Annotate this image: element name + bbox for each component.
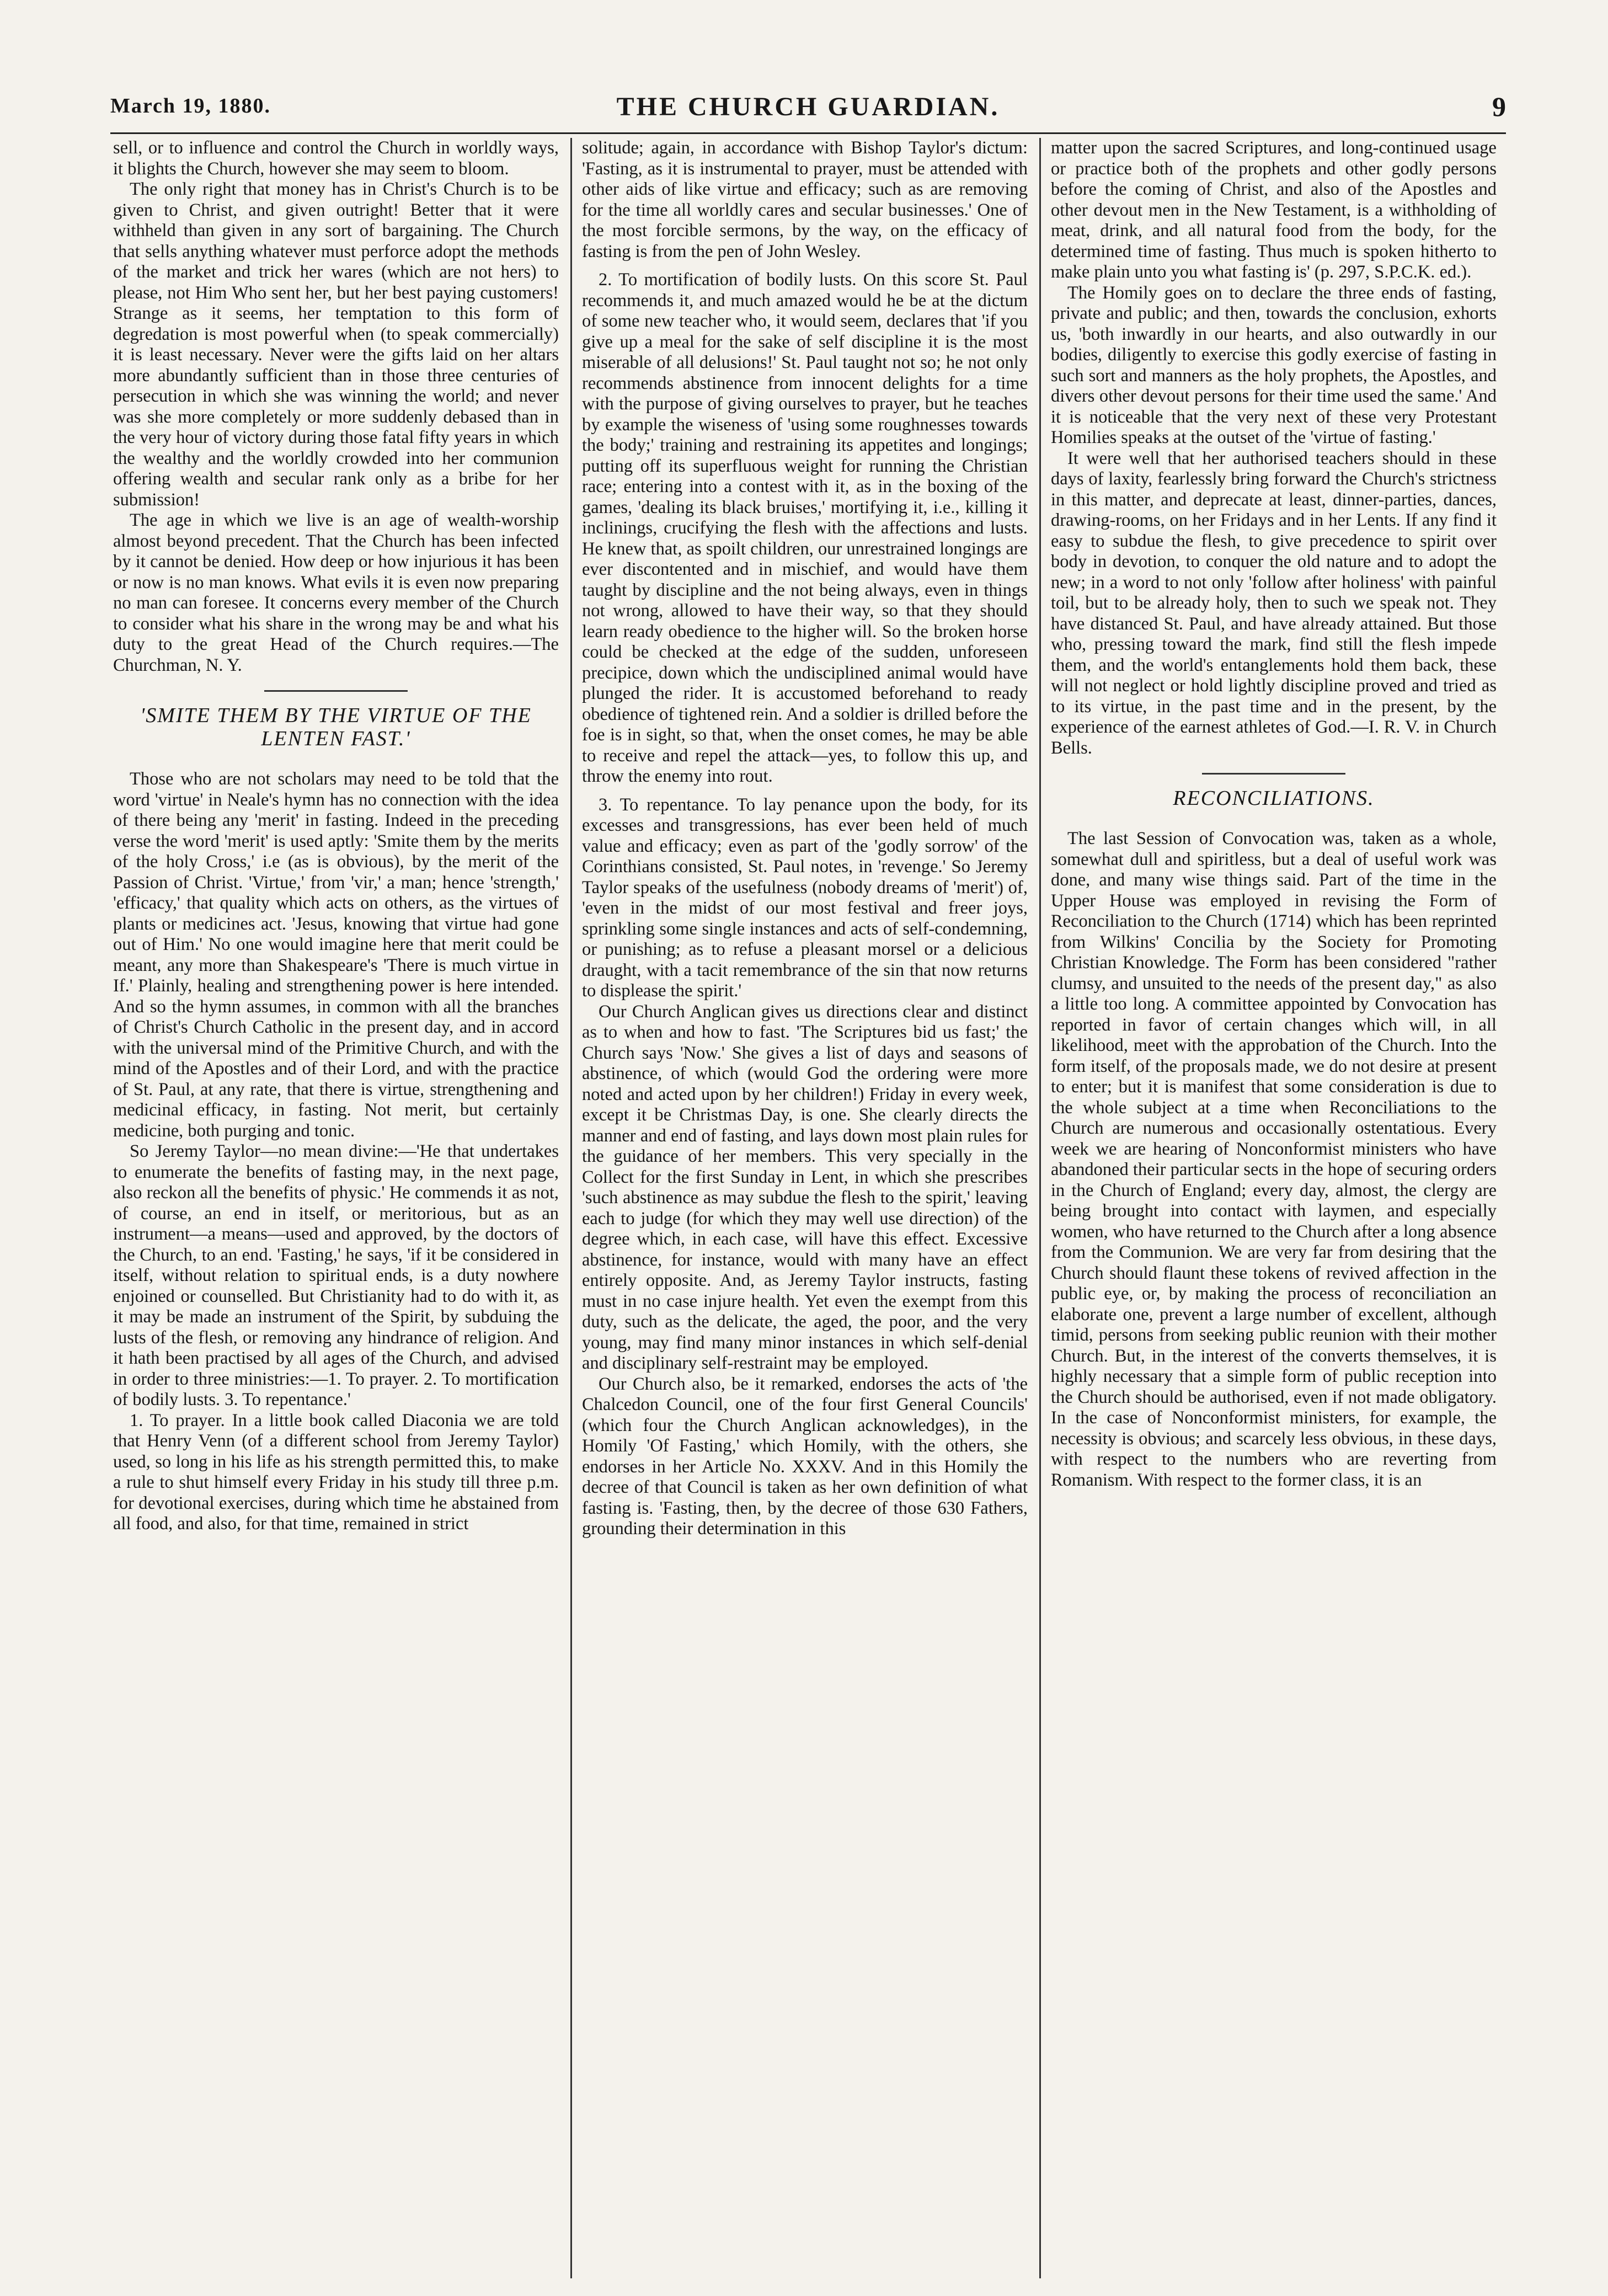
column-rule-left bbox=[570, 138, 572, 2278]
column-3 bbox=[1051, 138, 1497, 2278]
article-paragraph: The age in which we live is an age of wealth-worship almost beyond precedent. That the Church has been infected by it cannot be denied. How deep or how injurious it has been or now is no man knows. What evils it is even now preparing no man can foresee. It concerns every member of the Church to consider what his share in the wrong may be and what his duty to the great Head of the Church requires.—The Churchman, N. Y. bbox=[113, 510, 559, 675]
article-headline: 'SMITE THEM BY THE VIRTUE OF THE LENTEN FAST.' bbox=[140, 704, 532, 750]
page-number: 9 bbox=[1492, 91, 1506, 122]
section-divider bbox=[264, 690, 408, 692]
article-paragraph: The last Session of Convocation was, taken as a whole, somewhat dull and spiritless, but a deal of useful work was done, and many wise things said. Part of the time in the Upper House was employed in revising the Form of Reconciliation to the Church (1714) which has been reprinted from Wilkins' Concilia by the Society for Promoting Christian Knowledge. The Form has been considered "rather clumsy, and unsuited to the needs of the present day," as also a little too long. A committee appointed by Convocation has reported in favor of certain changes which will, in all likelihood, meet with the approbation of the Church. Into the form itself, of the proposals made, we do not desire at present to enter; but it is manifest that some consideration is due to the whole subject at a time when Reconciliations to the Church are numerous and occasionally ostentatious. Every week we are hearing of Nonconformist ministers who have abandoned their particular sects in the hope of securing orders in the Church of England; every day, almost, the clergy are being brought into contact with laymen, and especially women, who have returned to the Church after a long absence from the Communion. We are very far from desiring that the Church should flaunt these tokens of revived affection in the public eye, or, by making the process of reconciliation an elaborate one, prevent a large number of excellent, although timid, persons from seeking public reunion with their mother Church. But, in the interest of the converts themselves, it is highly necessary that a simple form of public reception into the Church should be authorised, even if not made obligatory. In the case of Nonconformist ministers, for example, the necessity is obvious; and scarcely less obvious, in these days, with respect to the numbers who are reverting from Romanism. With respect to the former class, it is an bbox=[1051, 829, 1497, 1490]
article-paragraph: The only right that money has in Christ's Church is to be given to Christ, and given outright! Better that it were withheld than given in any sort of bargaining. The Church that sells anything whatever must perforce adopt the methods of the market and trick her wares (which are not hers) to please, not Him Who sent her, but her best paying customers! Strange as it seems, her temptation to this form of degredation is most powerful when (to speak commercially) it is least necessary. Never were the gifts laid on her altars more abundantly sufficient than in those three centuries of persecution in which she was winning the world; and never was she more completely or more suddenly debased than in the very hour of victory during those fatal fifty years in which the wealthy and the worldly crowded into her communion offering wealth and secular rank only as a bribe for her submission! bbox=[113, 179, 559, 510]
article-paragraph: 1. To prayer. In a little book called Diaconia we are told that Henry Venn (of a different school from Jeremy Taylor) used, so long in his life as his strength permitted this, to make a rule to shut himself every Friday in his study till three p.m. for devotional exercises, during which time he abstained from all food, and also, for that time, remained in strict bbox=[113, 1410, 559, 1534]
article-headline: RECONCILIATIONS. bbox=[1173, 787, 1375, 810]
article-paragraph: The Homily goes on to declare the three ends of fasting, private and public; and then, towards the conclusion, exhorts us, 'both inwardly in our hearts, and also outwardly in our bodies, diligently to exercise this godly exercise of fasting in such sort and manners as the holy prophets, the Apostles, and divers other devout persons for their time used the same.' And it is noticeable that the very next of these very Protestant Homilies speaks at the outset of the 'virtue of fasting.' bbox=[1051, 282, 1497, 447]
article-paragraph: solitude; again, in accordance with Bishop Taylor's dictum: 'Fasting, as it is instrumental to prayer, must be attended with other aids of like virtue and efficacy; such as are removing for the time all worldly cares and secular businesses.' One of the most forcible sermons, by the way, on the efficacy of fasting is from the pen of John Wesley. bbox=[582, 138, 1028, 261]
column-2 bbox=[582, 138, 1028, 2278]
masthead bbox=[110, 88, 1506, 134]
article-paragraph: sell, or to influence and control the Church in worldly ways, it blights the Church, however she may seem to bloom. bbox=[113, 138, 559, 179]
column-rule-right bbox=[1039, 138, 1041, 2278]
section-divider bbox=[1202, 773, 1345, 775]
article-paragraph: 2. To mortification of bodily lusts. On this score St. Paul recommends it, and much amazed would he be at the dictum of some new teacher who, it would seem, declares that 'if you give up a meal for the sake of self discipline it is the most miserable of all delusions!' St. Paul taught not so; he not only recommends abstinence from innocent delights for a time with the purpose of giving ourselves to prayer, but he teaches by example the wiseness of 'using some roughnesses towards the body;' training and restraining its appetites and longings; putting off its superfluous weight for running the Christian race; entering into a contest with it, as in the boxing of the games, 'dealing its black bruises,' mortifying it, i.e., killing it inclinings, crucifying the flesh with the affections and lusts. He knew that, as spoilt children, our unrestrained longings are ever discontented and in mischief, and would have them taught by discipline and the not being always, even in things not wrong, allowed to have their way, so that they should learn ready obedience to the higher will. So the broken horse could be checked at the edge of the sudden, unforeseen precipice, down which the undisciplined animal would have plunged the rider. It is accustomed beforehand to ready obedience of tightened rein. And a soldier is drilled before the foe is in sight, so that, when the onset comes, he may be able to receive and repel the attack—yes, to follow this up, and throw the enemy into rout. bbox=[582, 270, 1028, 786]
article-paragraph: 3. To repentance. To lay penance upon the body, for its excesses and transgressions, has ever been held of much value and efficacy; even as part of the 'godly sorrow' of the Corinthians consisted, St. Paul notes, in 'revenge.' So Jeremy Taylor speaks of the usefulness (nobody dreams of 'merit') of, 'even in the midst of our most festival and freer joys, sprinkling some single instances and acts of self-condemning, or punishing; as to refuse a pleasant morsel or a delicious draught, with a tacit remembrance of the sin that now returns to displease the spirit.' bbox=[582, 794, 1028, 1001]
article-paragraph: It were well that her authorised teachers should in these days of laxity, fearlessly bring forward the Church's strictness in this matter, and deprecate at least, dinner-parties, dances, drawing-rooms, on her Fridays and in her Lents. If any find it easy to subdue the flesh, to give precedence to spirit over body in devotion, to conquer the old nature and to adopt the new; in a word to not only 'follow after holiness' with painful toil, but to be already holy, then to such we speak not. They have distanced St. Paul, and have already attained. But those who, pressing toward the mark, find still the flesh impede them, and the world's entanglements hold them back, these will not neglect or hold lightly discipline proved and tried as to its virtue, in the past time and in the present, by the experience of the earnest athletes of God.—I. R. V. in Church Bells. bbox=[1051, 448, 1497, 758]
article-paragraph: So Jeremy Taylor—no mean divine:—'He that undertakes to enumerate the benefits of fasting may, in the next page, also reckon all the benefits of physic.' He commends it as not, of course, an end in itself, or meritorious, but as an instrument—a means—used and approved, by the doctors of the Church, to an end. 'Fasting,' he says, 'if it be considered in itself, without relation to spiritual ends, is a duty nowhere enjoined or counselled. But Christianity had to do with it, as it may be made an instrument of the Spirit, by subduing the lusts of the flesh, or removing any hindrance of religion. And it hath been practised by all ages of the Church, and advised in order to three ministries:—1. To prayer. 2. To mortification of bodily lusts. 3. To repentance.' bbox=[113, 1141, 559, 1409]
article-paragraph: Our Church also, be it remarked, endorses the acts of 'the Chalcedon Council, one of the four first General Councils' (which four the Church Anglican acknowledges), in the Homily 'Of Fasting,' which Homily, with the others, she endorses in her Article No. XXXV. And in this Homily the decree of that Council is taken as her own definition of what fasting is. 'Fasting, then, by the decree of those 630 Fathers, grounding their determination in this bbox=[582, 1374, 1028, 1539]
issue-date: March 19, 1880. bbox=[110, 94, 271, 118]
article-paragraph: Those who are not scholars may need to be told that the word 'virtue' in Neale's hymn has no connection with the idea of there being any 'merit' in fasting. Indeed in the preceding verse the word 'merit' is used aptly: 'Smite them by the merits of the holy Cross,' i.e (as is obvious), by the merit of the Passion of Christ. 'Virtue,' from 'vir,' a man; hence 'strength,' 'efficacy,' that quality which acts on others, as the virtues of plants or medicines act. 'Jesus, knowing that virtue had gone out of Him.' No one would imagine here that merit could be meant, any more than Shakespeare's 'There is much virtue in If.' Plainly, healing and strengthening power is here intended. And so the hymn assumes, in common with all the branches of Christ's Church Catholic in the present day, and in accord with the universal mind of the Primitive Church, and with the mind of the Apostles and of their Lord, and with the practice of St. Paul, at any rate, that there is virtue, strengthening and medicinal efficacy, in fasting. Not merit, but certainly medicine, both purging and tonic. bbox=[113, 769, 559, 1141]
article-paragraph: matter upon the sacred Scriptures, and long-continued usage or practice both of the prophets and other godly persons before the coming of Christ, and also of the Apostles and other devout men in the New Testament, is a withholding of meat, drink, and all natural food from the body, for the determined time of fasting. Thus much is spoken hitherto to make plain unto you what fasting is' (p. 297, S.P.C.K. ed.). bbox=[1051, 138, 1497, 282]
newspaper-title: THE CHURCH GUARDIAN. bbox=[616, 92, 1000, 121]
column-1 bbox=[113, 138, 559, 2278]
article-paragraph: Our Church Anglican gives us directions clear and distinct as to when and how to fast. 'The Scriptures bid us fast;' the Church says 'Now.' She gives a list of days and seasons of abstinence, of which (would God the ordering were more noted and acted upon by her children!) Friday in every week, except it be Christmas Day, is one. She clearly directs the manner and end of fasting, and lays down most plain rules for the guidance of her members. This very specially in the Collect for the first Sunday in Lent, in which she prescribes 'such abstinence as may subdue the flesh to the spirit,' leaving each to judge (for which they may well use direction) of the degree which, in each case, will have this effect. Excessive abstinence, for instance, would with many have an effect entirely opposite. And, as Jeremy Taylor instructs, fasting must in no case injure health. Yet even the exempt from this duty, such as the delicate, the aged, the poor, and the very young, may find many minor instances in which self-denial and disciplinary self-restraint may be employed. bbox=[582, 1001, 1028, 1373]
